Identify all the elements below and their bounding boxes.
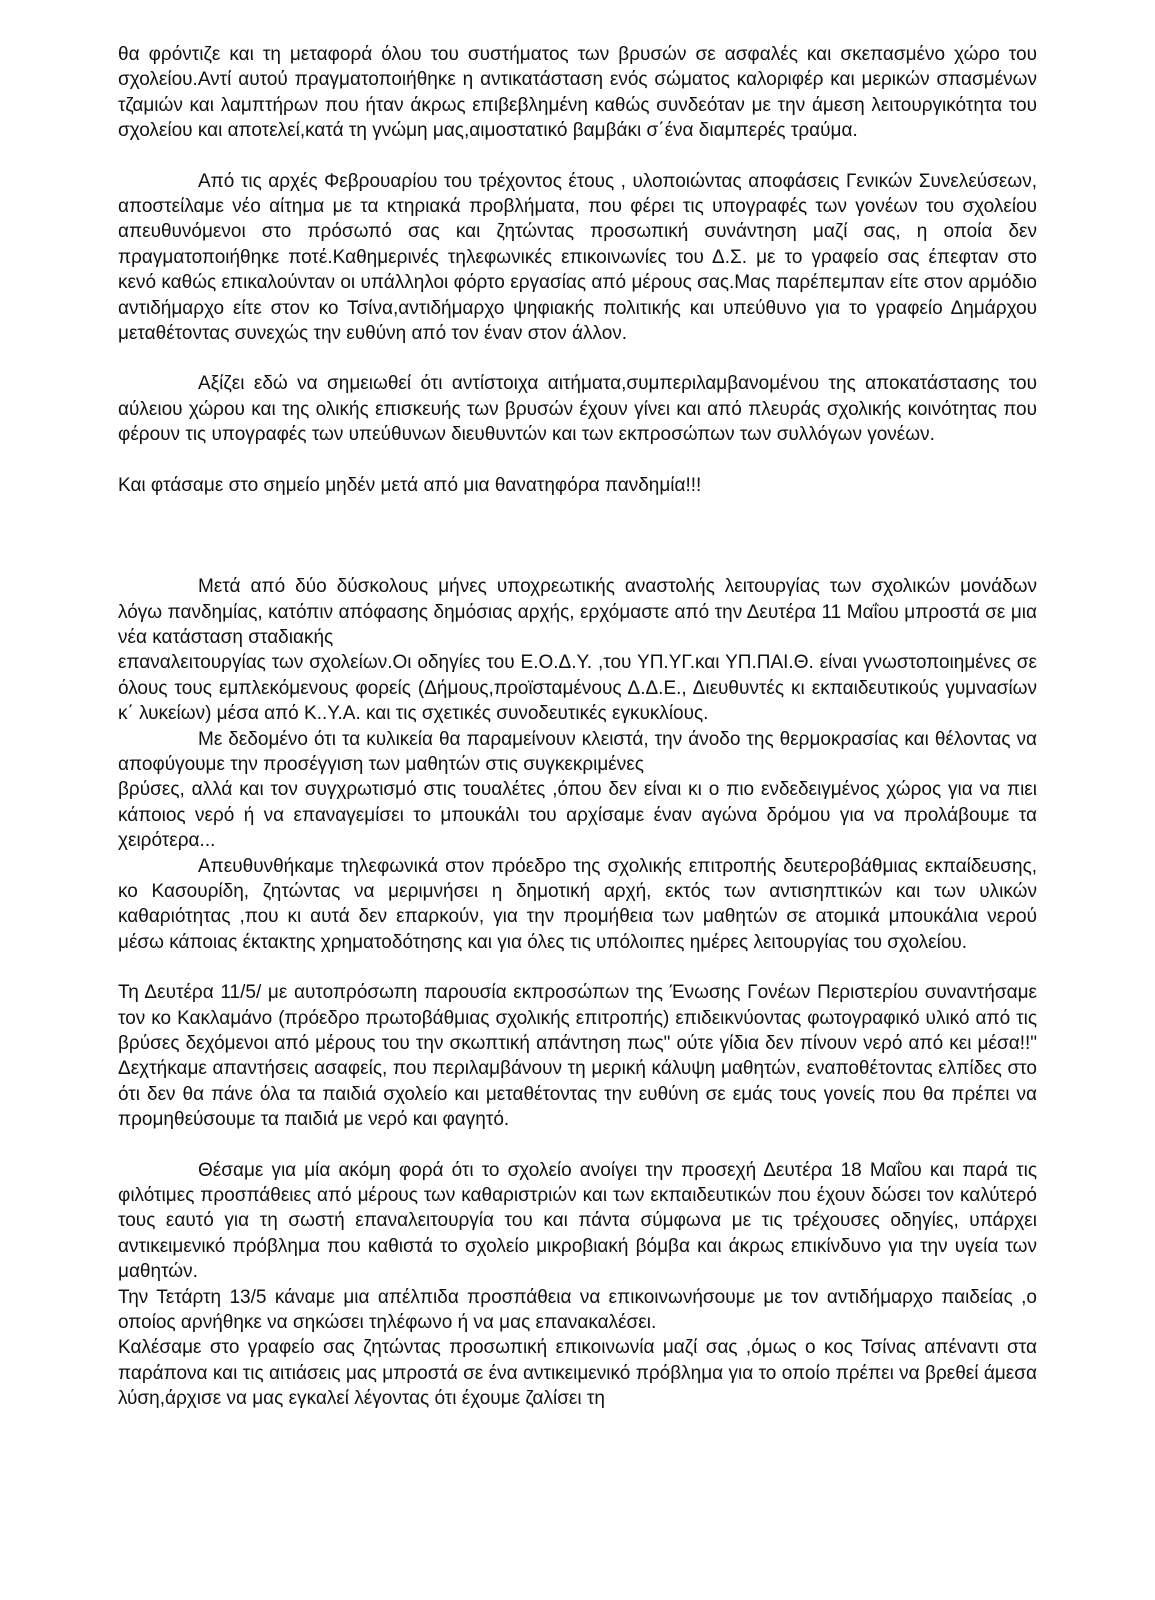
paragraph-office-call: Καλέσαμε στο γραφείο σας ζητώντας προσωπική επικοινωνία μαζί σας ,όμως ο κος Τσίνας απέναντι στα παράπονα και τις αιτιάσεις μας μπροστά σε ένα αντικειμενικό πρόβλημα για το οποίο πρέπει να βρεθεί άμεσα λύση,άρχισε να μας εγκαλεί λέγοντας ότι έχουμε ζαλίσει τη: [118, 1337, 1037, 1410]
paragraph-guidelines: επαναλειτουργίας των σχολείων.Οι οδηγίες του Ε.Ο.Δ.Υ. ,του ΥΠ.ΥΓ.και ΥΠ.ΠΑΙ.Θ. είναι γνωστοποιημένες σε όλους τους εμπλεκόμενους φορείς (Δήμους,προϊσταμένους Δ.Δ.Ε., Διευθυντές κι εκπαιδευτικούς γυμνασίων κ΄ λυκείων) μέσα από Κ..Υ.Α. και τις σχετικές συνοδευτικές εγκυκλίους.: [118, 652, 1037, 725]
paragraph-school-community-requests: Αξίζει εδώ να σημειωθεί ότι αντίστοιχα αιτήματα,συμπεριλαμβανομένου της αποκατάστασης του αύλειου χώρου και της ολικής επισκευής των βρυσών έχουν γίνει και από πλευράς σχολικής κοινότητας που φέρουν τις υπογραφές των υπεύθυνων διευθυντών και των εκπροσώπων των συλλόγων γονέων.: [118, 373, 1037, 446]
paragraph-february-request: Από τις αρχές Φεβρουαρίου του τρέχοντος έτους , υλοποιώντας αποφάσεις Γενικών Συνελεύσεων, αποστείλαμε νέο αίτημα με τα κτηριακά προβλήματα, που φέρει τις υπογραφές των γονέων του σχολείου απευθυνόμενοι στο πρόσωπό σας και ζητώντας προσωπική συνάντηση μαζί σας, η οποία δεν πραγματοποιήθηκε ποτέ.Καθημερινές τηλεφωνικές επικοινωνίες του Δ.Σ. με το γραφείο σας έπεφταν στο κενό καθώς επικαλούνταν οι υπάλληλοι φόρτο εργασίας από μέρους σας.Μας παρέπεμπαν είτε στον αρμόδιο αντιδήμαρχο είτε στον κο Τσίνα,αντιδήμαρχο ψηφιακής πολιτικής και υπεύθυνο για το γραφείο Δημάρχου μεταθέτοντας συνεχώς την ευθύνη από τον έναν στον άλλον.: [118, 170, 1037, 345]
paragraph-heating-repairs: θα φρόντιζε και τη μεταφορά όλου του συστήματος των βρυσών σε ασφαλές και σκεπασμένο χώρο του σχολείου.Αντί αυτού πραγματοποιήθηκε η αντικατάσταση ενός σώματος καλοριφέρ και μερικών σπασμένων τζαμιών και λαμπτήρων που ήταν άκρως επιβεβλημένη καθώς συνδεόταν με την άμεση λειτουργικότητα του σχολείου και αποτελεί,κατά τη γνώμη μας,αιμοστατικό βαμβάκι σ΄ένα διαμπερές τραύμα.: [118, 44, 1037, 142]
paragraph-canteens-closed: Με δεδομένο ότι τα κυλικεία θα παραμείνουν κλειστά, την άνοδο της θερμοκρασίας και θέλοντας να αποφύγουμε την προσέγγιση των μαθητών στις συγκεκριμένες: [118, 728, 1037, 775]
paragraph-point-zero: Και φτάσαμε στο σημείο μηδέν μετά από μια θανατηφόρα πανδημία!!!: [118, 474, 702, 496]
paragraph-wednesday-attempt: Την Τετάρτη 13/5 κάναμε μια απέλπιδα προσπάθεια να επικοινωνήσουμε με τον αντιδήμαρχο παιδείας ,ο οποίος αρνήθηκε να σηκώσει τηλέφωνο ή να μας επανακαλέσει.: [118, 1286, 1037, 1334]
paragraph-school-opening: Θέσαμε για μία ακόμη φορά ότι το σχολείο ανοίγει την προσεχή Δευτέρα 18 Μαΐου και παρά τις φιλότιμες προσπάθειες από μέρους των καθαριστριών και των εκπαιδευτικών που έχουν δώσει τον καλύτερό τους εαυτό για τη σωστή επαναλειτουργία του και πάντα σύμφωνα με τις τρέχουσες οδηγίες, υπάρχει αντικειμενικό πρόβλημα που καθιστά το σχολείο μικροβιακή βόμβα και άκρως επικίνδυνο για την υγεία των μαθητών.: [118, 1159, 1037, 1283]
paragraph-monday-meeting: Τη Δευτέρα 11/5/ με αυτοπρόσωπη παρουσία εκπροσώπων της Ένωσης Γονέων Περιστερίου συναντήσαμε τον κο Κακλαμάνο (πρόεδρο πρωτοβάθμιας σχολικής επιτροπής) επιδεικνύοντας φωτογραφικό υλικό από τις βρύσες δεχόμενοι από μέρους του την σκωπτική απάντηση πως" ούτε γίδια δεν πίνουν νερό από κει μέσα!!" Δεχτήκαμε απαντήσεις ασαφείς, που περιλαμβάνουν τη μερική κάλυψη μαθητών, εναποθέτοντας ελπίδες στο ότι δεν θα πάνε όλα τα παιδιά σχολείο και μεταθέτοντας την ευθύνη σε εμάς τους γονείς που θα πρέπει να προμηθεύσουμε τα παιδιά με νερό και φαγητό.: [118, 982, 1037, 1131]
paragraph-committee-call: Απευθυνθήκαμε τηλεφωνικά στον πρόεδρο της σχολικής επιτροπής δευτεροβάθμιας εκπαίδευσης, κο Κασουρίδη, ζητώντας να μεριμνήσει η δημοτική αρχή, εκτός των αντισηπτικών και των υλικών καθαριότητας ,που κι αυτά δεν επαρκούν, για την προμήθεια των μαθητών σε ατομικά μπουκάλια νερού μέσω κάποιας έκτακτης χρηματοδότησης και για όλες τις υπόλοιπες ημέρες λειτουργίας του σχολείου.: [118, 855, 1037, 953]
paragraph-reopening-intro: Μετά από δύο δύσκολους μήνες υποχρεωτικής αναστολής λειτουργίας των σχολικών μονάδων λόγω πανδημίας, κατόπιν απόφασης δημόσιας αρχής, ερχόμαστε από την Δευτέρα 11 Μαΐου μπροστά σε μια νέα κατάσταση σταδιακής: [118, 576, 1037, 648]
paragraph-taps-toilets: βρύσες, αλλά και τον συγχρωτισμό στις τουαλέτες ,όπου δεν είναι κι ο πιο ενδεδειγμένος χώρος για να πιει κάποιος νερό ή να επαναγεμίσει το μπουκάλι του αρχίσαμε έναν αγώνα δρόμου για να προλάβουμε τα χειρότερα...: [118, 779, 1037, 852]
